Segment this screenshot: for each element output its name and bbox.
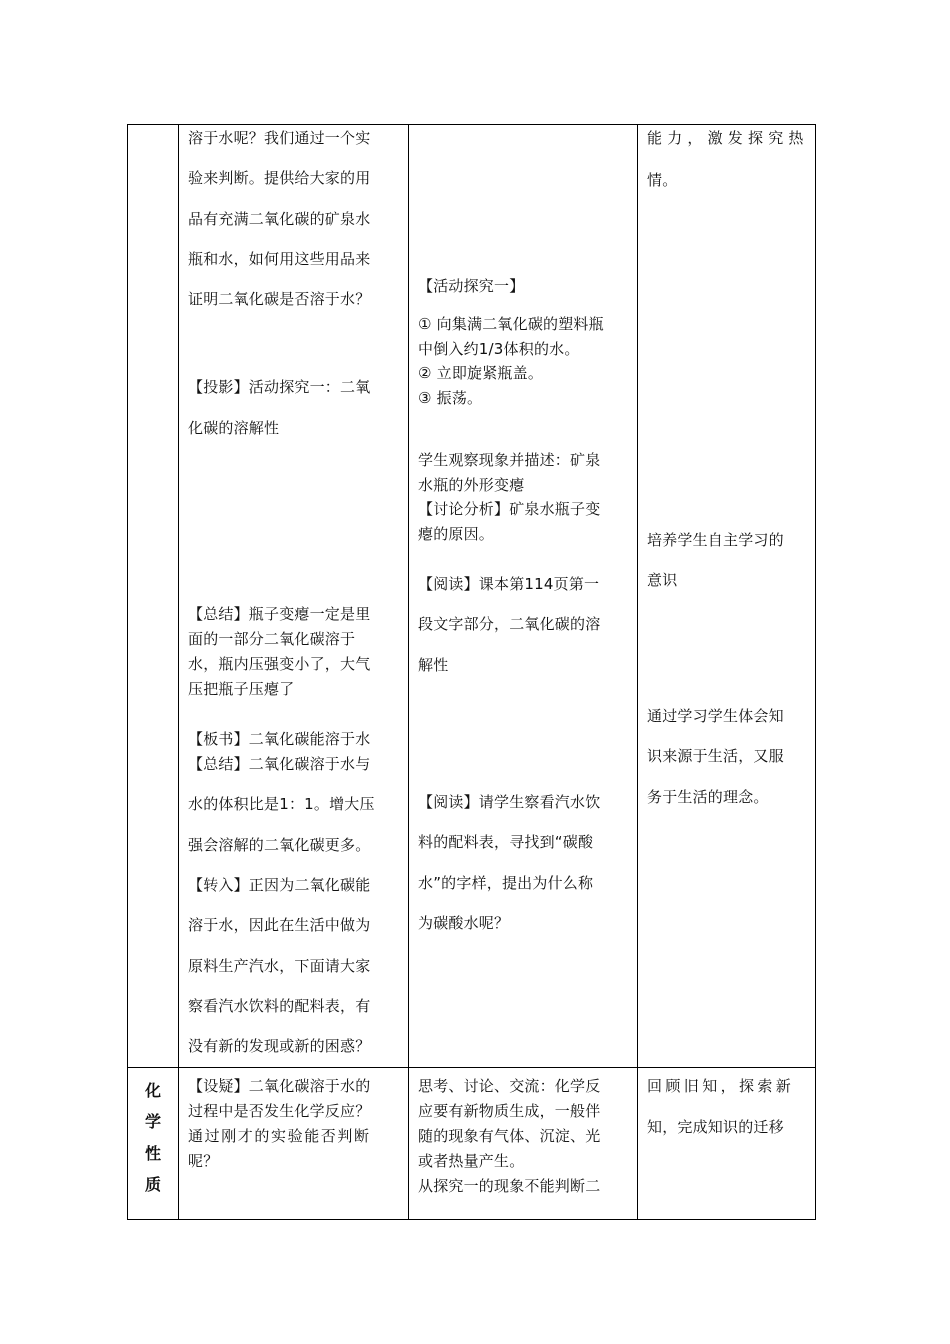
text-line: 为碳酸水呢？ (418, 914, 510, 932)
text-line: 或者热量产生。 (418, 1152, 525, 1170)
text-line: 验来判断。提供给大家的用 (188, 169, 371, 187)
text-line: 【转入】正因为二氧化碳能 (188, 876, 371, 894)
text-line: 【总结】二氧化碳溶于水与 (188, 755, 371, 773)
text-line: ① 向集满二氧化碳的塑料瓶 (418, 315, 604, 333)
side-char: 质 (144, 1175, 161, 1194)
text-line: 段文字部分，二氧化碳的溶 (418, 615, 601, 633)
text-line: 品有充满二氧化碳的矿泉水 (188, 210, 371, 228)
text-line: 应要有新物质生成，一般伴 (418, 1102, 601, 1120)
text-line: 呢？ (188, 1152, 219, 1170)
text-line: 水，瓶内压强变小了，大气 (188, 655, 371, 673)
text-line: 证明二氧化碳是否溶于水？ (188, 290, 371, 308)
text-line: 【讨论分析】矿泉水瓶子变 (418, 500, 601, 518)
text-line: 【活动探究一】 (418, 277, 525, 295)
text-line: 瘪的原因。 (418, 525, 495, 543)
text-line: 察看汽水饮料的配料表，有 (188, 997, 371, 1015)
text-line: 原料生产汽水，下面请大家 (188, 957, 371, 975)
text-line: 【阅读】课本第114页第一 (418, 575, 600, 593)
text-line: 强会溶解的二氧化碳更多。 (188, 836, 371, 854)
text-line: 水瓶的外形变瘪 (418, 476, 525, 494)
text-line: 情。 (647, 171, 678, 189)
column-divider-3 (637, 125, 638, 1219)
text-line: 通过刚才的实验能否判断 (188, 1127, 371, 1145)
text-line: 没有新的发现或新的困惑？ (188, 1037, 371, 1055)
text-line: 意识 (647, 571, 678, 589)
text-line: 识来源于生活，又服 (647, 747, 784, 765)
text-line: 能力，激发探究热 (647, 129, 809, 147)
side-char: 性 (144, 1144, 161, 1163)
text-line: 【阅读】请学生察看汽水饮 (418, 793, 601, 811)
text-line: 务于生活的理念。 (647, 788, 769, 806)
text-line: 解性 (418, 656, 449, 674)
text-line: 【板书】二氧化碳能溶于水 (188, 730, 371, 748)
text-line: 化碳的溶解性 (188, 419, 280, 437)
text-line: 【总结】瓶子变瘪一定是里 (188, 605, 371, 623)
lesson-table (127, 124, 816, 1220)
text-line: 从探究一的现象不能判断二 (418, 1177, 601, 1195)
text-line: 【投影】活动探究一：二氧 (188, 378, 371, 396)
text-line: 过程中是否发生化学反应？ (188, 1102, 371, 1120)
text-line: 通过学习学生体会知 (647, 707, 784, 725)
text-line: 【设疑】二氧化碳溶于水的 (188, 1077, 371, 1095)
side-char: 学 (144, 1112, 161, 1131)
text-line: 溶于水，因此在生活中做为 (188, 916, 371, 934)
text-line: 回顾旧知，探索新 (647, 1077, 795, 1095)
text-line: 溶于水呢？我们通过一个实 (188, 129, 371, 147)
text-line: 随的现象有气体、沉淀、光 (418, 1127, 601, 1145)
text-line: 瓶和水，如何用这些用品来 (188, 250, 371, 268)
text-line: 知，完成知识的迁移 (647, 1118, 784, 1136)
text-line: 面的一部分二氧化碳溶于 (188, 630, 356, 648)
text-line: 水的体积比是1：1。增大压 (188, 795, 375, 813)
side-char: 化 (144, 1081, 161, 1100)
text-line: 思考、讨论、交流：化学反 (418, 1077, 601, 1095)
text-line: 中倒入约1/3体积的水。 (418, 340, 580, 358)
text-line: 压把瓶子压瘪了 (188, 680, 295, 698)
text-line: ② 立即旋紧瓶盖。 (418, 364, 544, 382)
column-divider-1 (178, 125, 179, 1219)
text-line: 水”的字样，提出为什么称 (418, 874, 594, 892)
column-divider-2 (408, 125, 409, 1219)
text-line: 学生观察现象并描述：矿泉 (418, 451, 601, 469)
text-line: ③ 振荡。 (418, 389, 483, 407)
text-line: 料的配料表，寻找到“碳酸 (418, 833, 594, 851)
text-line: 培养学生自主学习的 (647, 531, 784, 549)
row-divider (128, 1067, 815, 1068)
